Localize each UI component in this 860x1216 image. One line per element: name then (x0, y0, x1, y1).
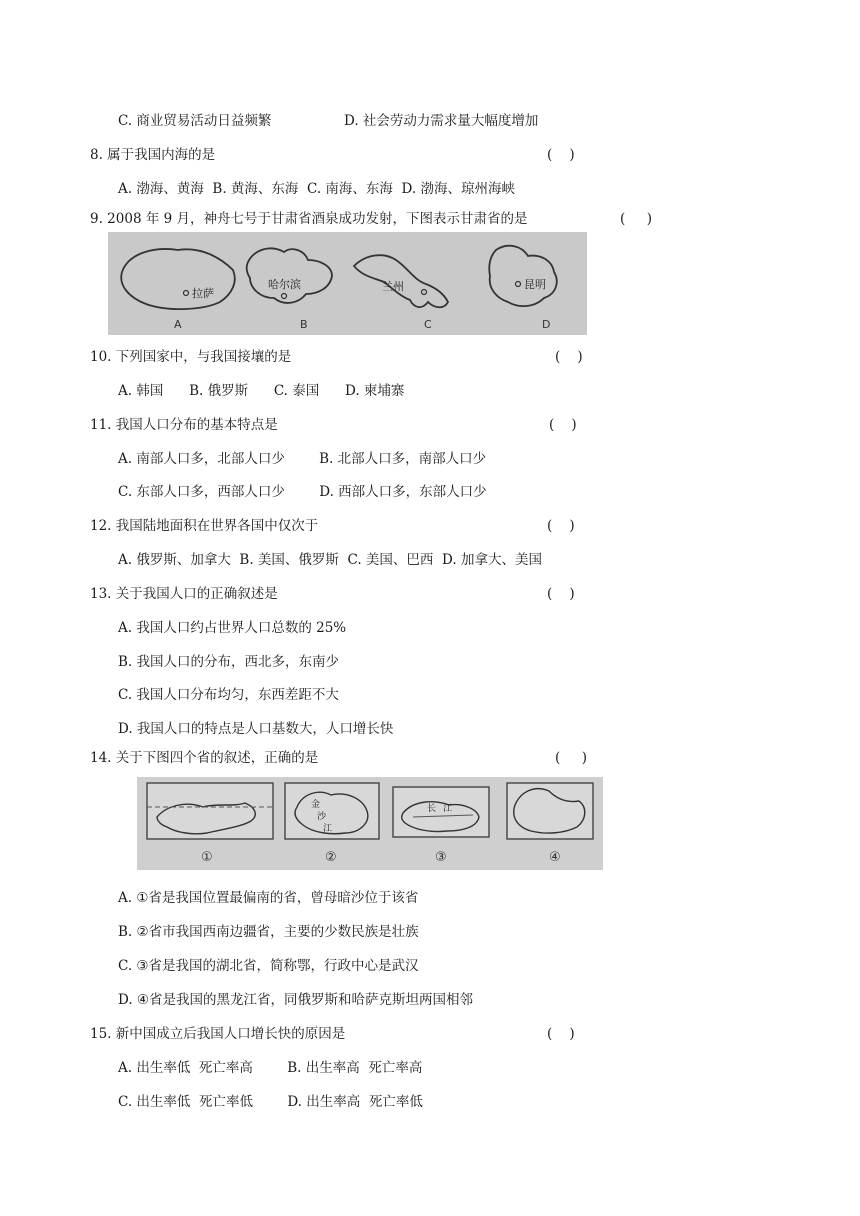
map-c-letter: C (424, 318, 432, 331)
map-2-river-char-3: 江 (323, 824, 333, 834)
q7-option-c: C. 商业贸易活动日益频繁 (118, 113, 272, 129)
question-15-options-row-1: A. 出生率低 死亡率高 B. 出生率高 死亡率高 (118, 1060, 423, 1076)
map-2-river-char-2: 沙 (317, 812, 327, 822)
map-2-label: ② (325, 850, 337, 865)
question-15-answer-blank: ( ) (547, 1026, 575, 1042)
map-1-label: ① (201, 850, 213, 865)
question-11-answer-blank: ( ) (549, 417, 577, 433)
map-d-letter: D (542, 318, 551, 331)
map-4-label: ④ (549, 850, 561, 865)
map-3-label: ③ (435, 850, 447, 865)
question-13-option-b: B. 我国人口的分布，西北多，东南少 (118, 654, 340, 670)
question-11-options-row-1: A. 南部人口多，北部人口少 B. 北部人口多，南部人口少 (118, 451, 487, 467)
question-15-options-row-2: C. 出生率低 死亡率低 D. 出生率高 死亡率低 (118, 1094, 423, 1110)
q7-option-d: D. 社会劳动力需求量大幅度增加 (344, 113, 539, 129)
question-15-stem: 15. 新中国成立后我国人口增长快的原因是 (90, 1026, 346, 1042)
question-10-stem: 10. 下列国家中，与我国接壤的是 (90, 349, 292, 365)
question-14-stem: 14. 关于下图四个省的叙述，正确的是 (90, 750, 319, 766)
question-10-options: A. 韩国 B. 俄罗斯 C. 泰国 D. 柬埔寨 (118, 383, 405, 399)
question-14-option-b: B. ②省市我国西南边疆省，主要的少数民族是壮族 (118, 924, 419, 940)
question-13-stem: 13. 关于我国人口的正确叙述是 (90, 586, 278, 602)
question-13-option-c: C. 我国人口分布均匀，东西差距不大 (118, 687, 339, 703)
question-14-answer-blank: ( ) (555, 750, 587, 766)
question-13-answer-blank: ( ) (547, 586, 575, 602)
question-13-option-a: A. 我国人口约占世界人口总数的 25% (118, 620, 347, 636)
question-8-answer-blank: ( ) (547, 147, 575, 163)
question-9-answer-blank: ( ) (620, 211, 652, 227)
question-12-answer-blank: ( ) (547, 518, 575, 534)
province-outline-figure-q14 (137, 777, 603, 870)
map-c-city: 兰州 (382, 280, 404, 293)
question-14-option-a: A. ①省是我国位置最偏南的省，曾母暗沙位于该省 (118, 890, 419, 906)
map-3-river-char-1: 长 (427, 804, 437, 814)
question-11-options-row-2: C. 东部人口多，西部人口少 D. 西部人口多，东部人口少 (118, 484, 487, 500)
map-d-city: 昆明 (524, 278, 546, 291)
map-b-city: 哈尔滨 (268, 278, 301, 291)
question-12-options: A. 俄罗斯、加拿大 B. 美国、俄罗斯 C. 美国、巴西 D. 加拿大、美国 (118, 552, 542, 568)
question-14-option-d: D. ④省是我国的黑龙江省，同俄罗斯和哈萨克斯坦两国相邻 (118, 992, 474, 1008)
question-9-stem: 9. 2008 年 9 月，神舟七号于甘肃省酒泉成功发射，下图表示甘肃省的是 (90, 211, 528, 227)
map-2-river-char-1: 金 (311, 800, 321, 810)
map-b-letter: B (300, 318, 308, 331)
question-12-stem: 12. 我国陆地面积在世界各国中仅次于 (90, 518, 319, 534)
map-a-city: 拉萨 (192, 287, 214, 300)
province-outline-figure-q9 (108, 232, 587, 335)
question-8-stem: 8. 属于我国内海的是 (90, 147, 216, 163)
question-8-options: A. 渤海、黄海 B. 黄海、东海 C. 南海、东海 D. 渤海、琼州海峡 (118, 181, 515, 197)
question-13-option-d: D. 我国人口的特点是人口基数大，人口增长快 (118, 721, 394, 737)
question-14-option-c: C. ③省是我国的湖北省，简称鄂，行政中心是武汉 (118, 958, 419, 974)
map-a-letter: A (174, 318, 182, 331)
map-3-river-char-2: 江 (443, 804, 453, 814)
question-11-stem: 11. 我国人口分布的基本特点是 (90, 417, 278, 433)
question-10-answer-blank: ( ) (555, 349, 583, 365)
